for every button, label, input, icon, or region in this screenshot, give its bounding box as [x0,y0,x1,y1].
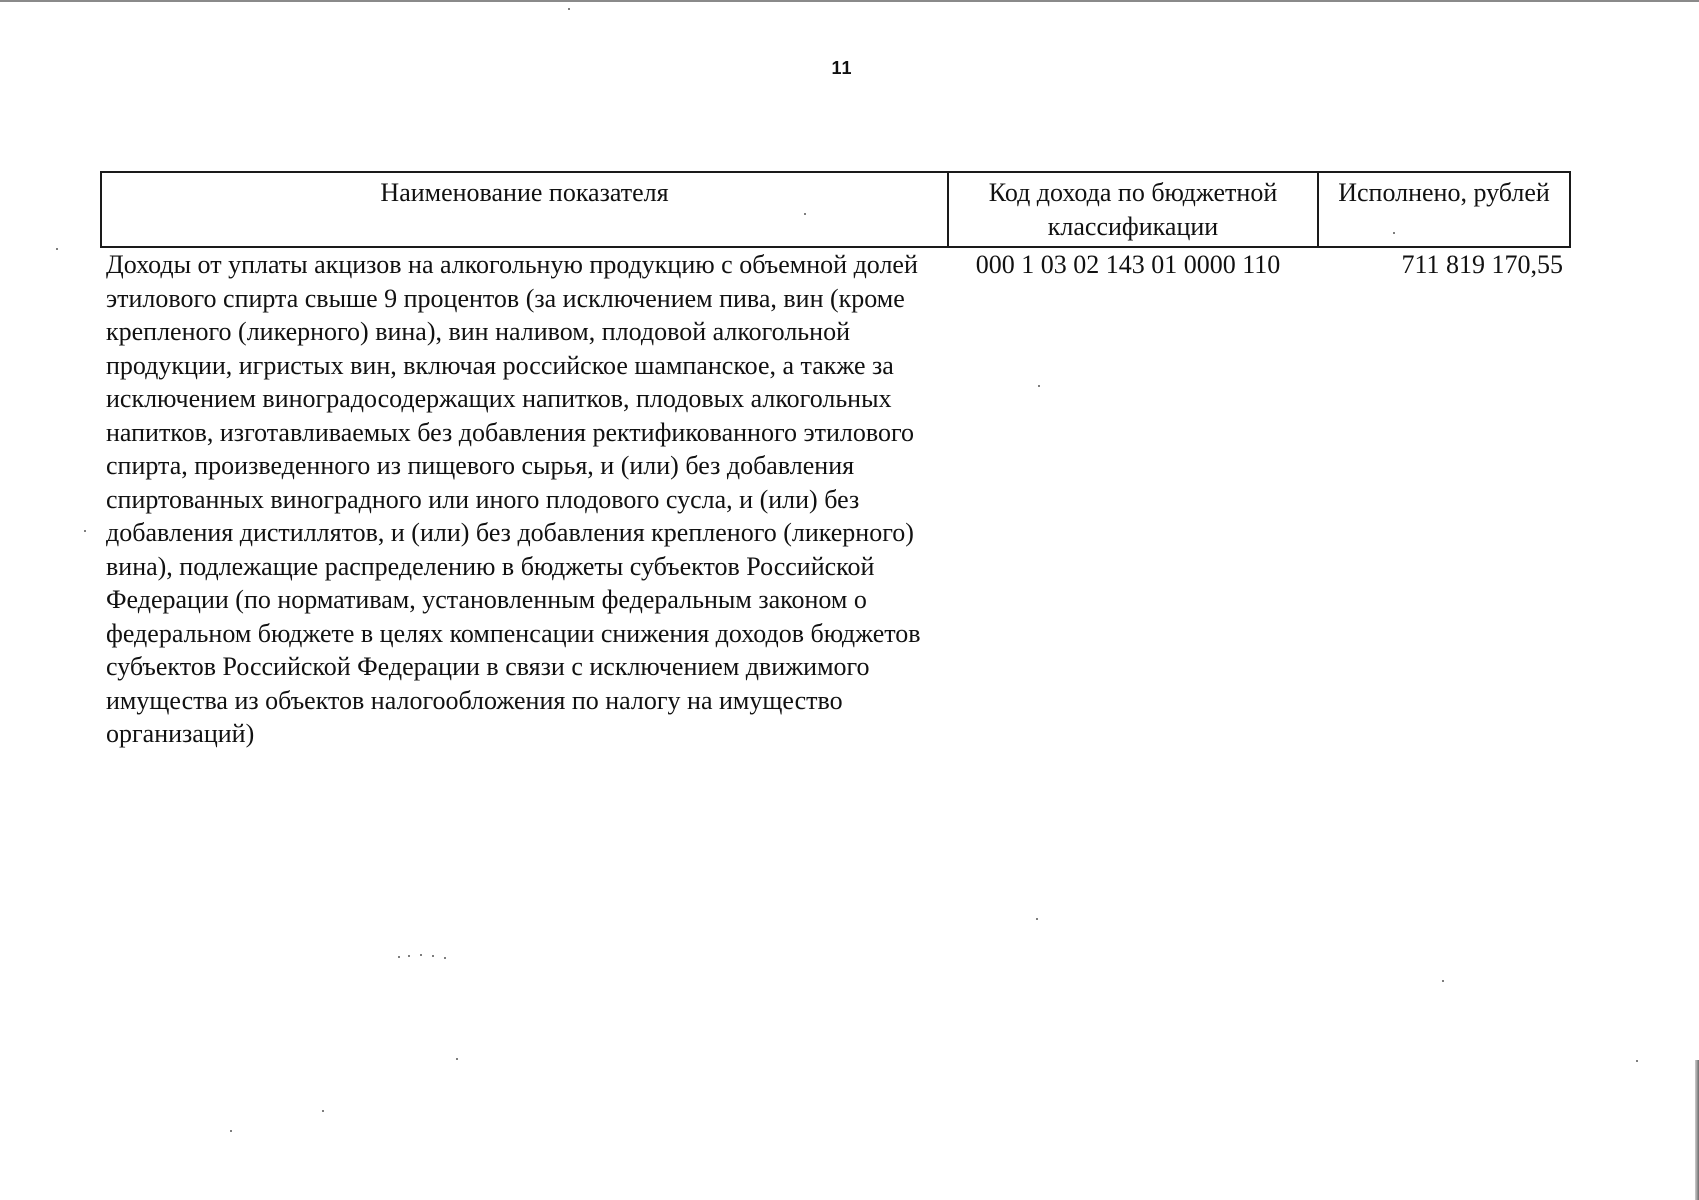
scan-right-edge [1695,1060,1699,1200]
scan-speck [420,954,422,956]
scan-speck [432,955,434,957]
scan-speck [398,956,400,958]
scan-speck [1038,385,1040,387]
scan-speck [230,1130,232,1132]
page-number: 11 [831,58,853,78]
row-budget-code: 000 1 03 02 143 01 0000 110 [975,250,1281,279]
scan-speck [568,8,570,10]
scan-speck [56,248,58,250]
scan-top-edge [0,0,1699,2]
table-row [100,248,1571,751]
header-indicator-name: Наименование показателя [102,173,949,246]
row-indicator-name: Доходы от уплаты акцизов на алкогольную продукцию с объемной долей этилового спирта свыше 9 процентов (за исключением пива, вин (кроме крепленого (ликерного) вина), вин наливом, плодовой алкогольной продукции, игристых вин, включая российское шампанское, а также за исключением виноградосодержащих напитков, плодовых алкогольных напитков, изготавливаемых без добавления ректификованного этилового спирта, произведенного из пищевого сырья, и (или) без добавления спиртованных виноградного или иного плодового сусла, и (или) без добавления дистиллятов, и (или) без добавления крепленого (ликерного) вина), подлежащие распределению в бюджеты субъектов Российской Федерации (по нормативам, установленным федеральным законом о федеральном бюджете в целях компенсации снижения доходов бюджетов субъектов Российской Федерации в связи с исключением движимого имущества из объектов налогообложения по налогу на имущество организаций) [106,250,921,748]
scan-speck [408,955,410,957]
scan-speck [1442,980,1444,982]
header-budget-code: Код дохода по бюджетной классификации [949,173,1319,246]
header-executed-amount: Исполнено, рублей [1338,178,1550,207]
table-header [100,171,1571,248]
scan-speck [84,530,86,532]
scan-speck [1036,918,1038,920]
scan-speck [1636,1060,1638,1062]
scan-speck [444,957,446,959]
scan-speck [322,1110,324,1112]
scan-speck [804,213,806,215]
scan-speck [456,1058,458,1060]
scan-speck [1393,232,1395,234]
row-executed-amount: 711 819 170,55 [1401,250,1563,279]
